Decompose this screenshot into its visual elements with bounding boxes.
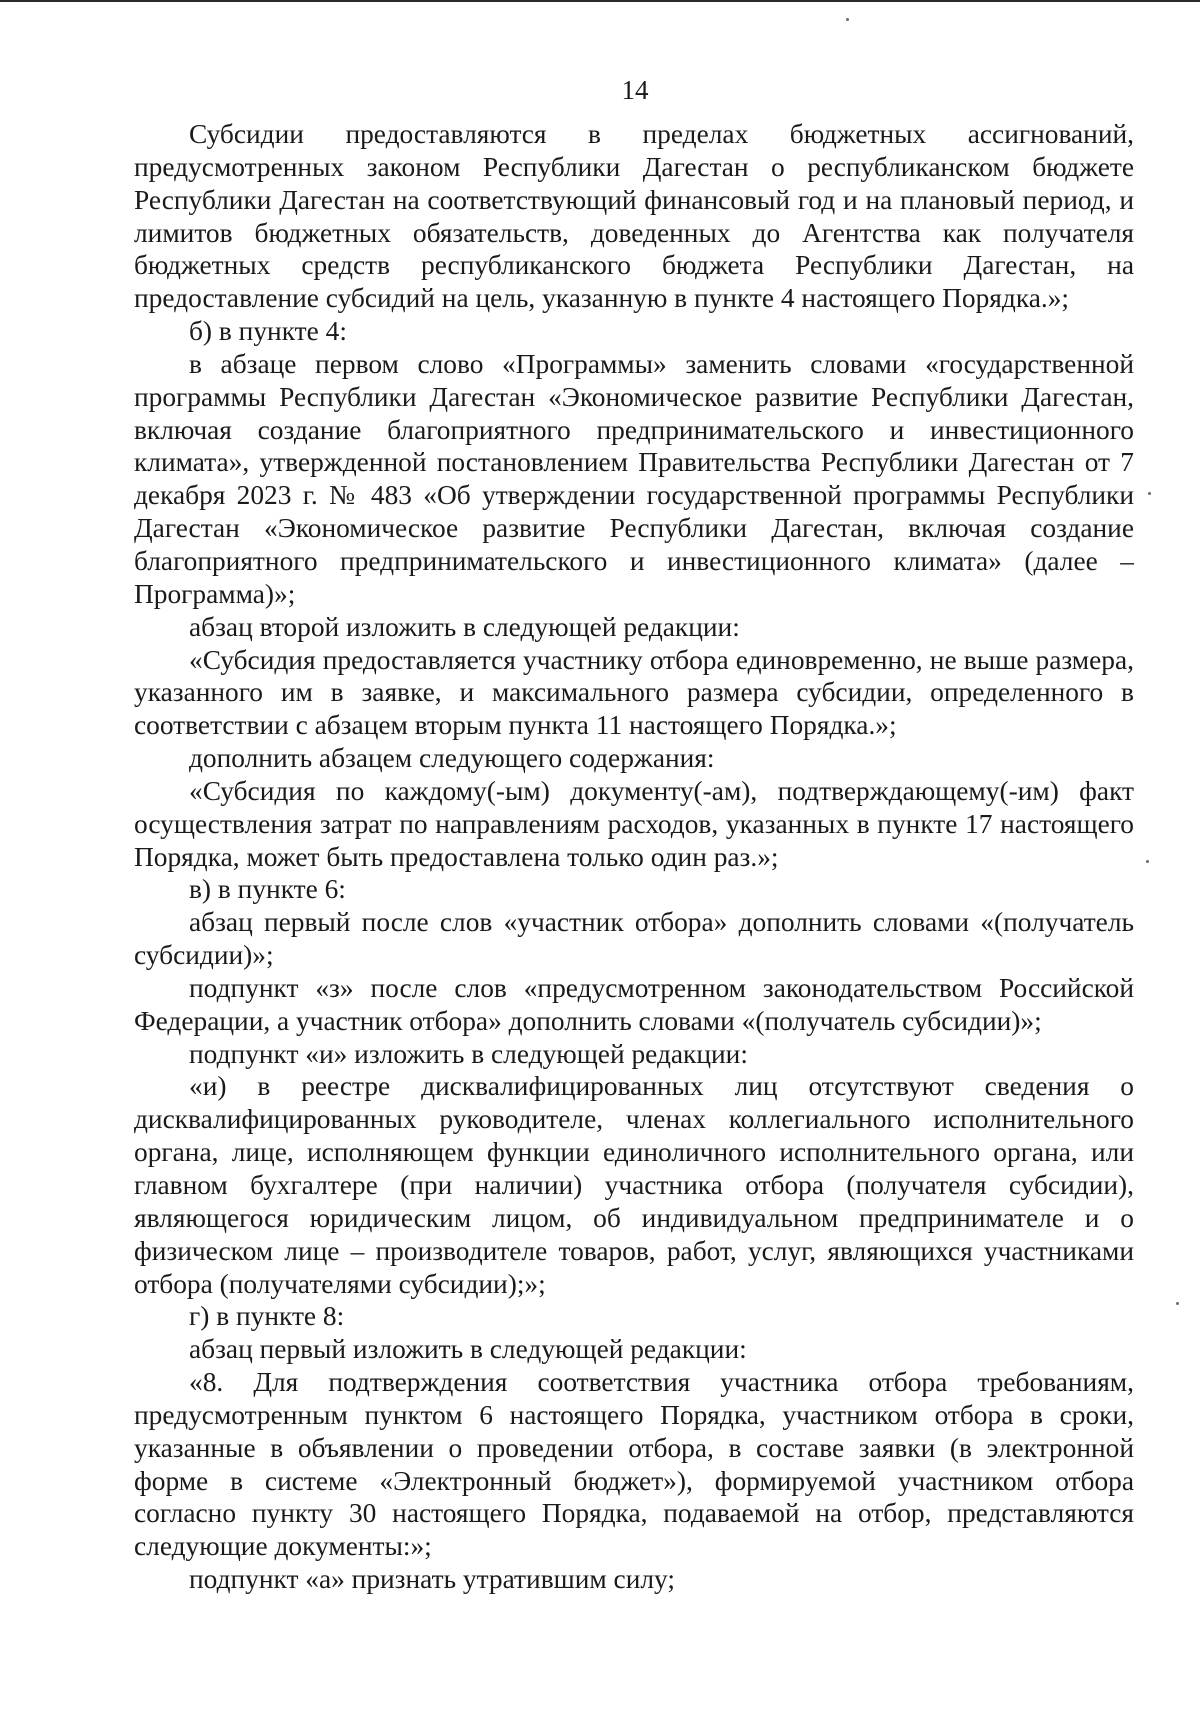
- document-body: [134, 118, 1134, 1596]
- paragraph: дополнить абзацем следующего содержания:: [189, 743, 715, 774]
- paragraph: б) в пункте 4:: [189, 316, 347, 347]
- paragraph: Субсидии предоставляются в пределах бюджетных ассигнований, предусмотренных законом Республики Дагестан о республиканском бюджете Республики Дагестан на соответствующий финансовый год и на плановый период, и лимитов бюджетных обязательств, доведенных до Агентства как получателя бюджетных средств республиканского бюджета Республики Дагестан, на предоставление субсидий на цель, указанную в пункте 4 настоящего Порядка.»;: [134, 119, 1134, 314]
- paragraph: «8. Для подтверждения соответствия участника отбора требованиям, предусмотренным пунктом 6 настоящего Порядка, участником отбора в сроки, указанные в объявлении о проведении отбора, в составе заявки (в электронной форме в системе «Электронный бюджет»), формируемой участником отбора согласно пункту 30 настоящего Порядка, подаваемой на отбор, представляются следующие документы:»;: [134, 1367, 1134, 1562]
- scan-speck: [1176, 1302, 1179, 1305]
- page-number: 14: [621, 75, 649, 105]
- paragraph: абзац первый после слов «участник отбора» дополнить словами «(получатель субсидии)»;: [134, 907, 1134, 971]
- scan-speck: [1146, 860, 1149, 863]
- paragraph: подпункт «а» признать утратившим силу;: [189, 1564, 675, 1595]
- paragraph: в) в пункте 6:: [189, 874, 346, 905]
- paragraph: абзац первый изложить в следующей редакции:: [189, 1334, 747, 1365]
- paragraph: «Субсидия по каждому(-ым) документу(-ам), подтверждающему(-им) факт осуществления затрат по направлениям расходов, указанных в пункте 17 настоящего Порядка, может быть предоставлена только один раз.»;: [134, 775, 1134, 872]
- paragraph: абзац второй изложить в следующей редакции:: [189, 611, 740, 642]
- scan-speck: [1148, 492, 1151, 495]
- paragraph: «Субсидия предоставляется участнику отбора единовременно, не выше размера, указанного им в заявке, и максимального размера субсидии, определенного в соответствии с абзацем вторым пункта 11 настоящего Порядка.»;: [134, 644, 1134, 741]
- top-border-line: [0, 0, 1200, 2]
- paragraph: подпункт «з» после слов «предусмотренном законодательством Российской Федерации, а участник отбора» дополнить словами «(получатель субсидии)»;: [134, 972, 1134, 1036]
- paragraph: г) в пункте 8:: [189, 1301, 345, 1332]
- paragraph: подпункт «и» изложить в следующей редакции:: [189, 1038, 748, 1069]
- scan-speck: [846, 18, 849, 21]
- paragraph: «и) в реестре дисквалифицированных лиц отсутствуют сведения о дисквалифицированных руководителе, членах коллегиального исполнительного органа, лице, исполняющем функции единоличного исполнительного органа, или главном бухгалтере (при наличии) участника отбора (получателя субсидии), являющегося юридическим лицом, об индивидуальном предпринимателе и о физическом лице – производителе товаров, работ, услуг, являющихся участниками отбора (получателями субсидии);»;: [134, 1071, 1134, 1299]
- paragraph: в абзаце первом слово «Программы» заменить словами «государственной программы Республики Дагестан «Экономическое развитие Республики Дагестан, включая создание благоприятного предпринимательского и инвестиционного климата», утвержденной постановлением Правительства Республики Дагестан от 7 декабря 2023 г. № 483 «Об утверждении государственной программы Республики Дагестан «Экономическое развитие Республики Дагестан, включая создание благоприятного предпринимательского и инвестиционного климата» (далее – Программа)»;: [134, 348, 1134, 609]
